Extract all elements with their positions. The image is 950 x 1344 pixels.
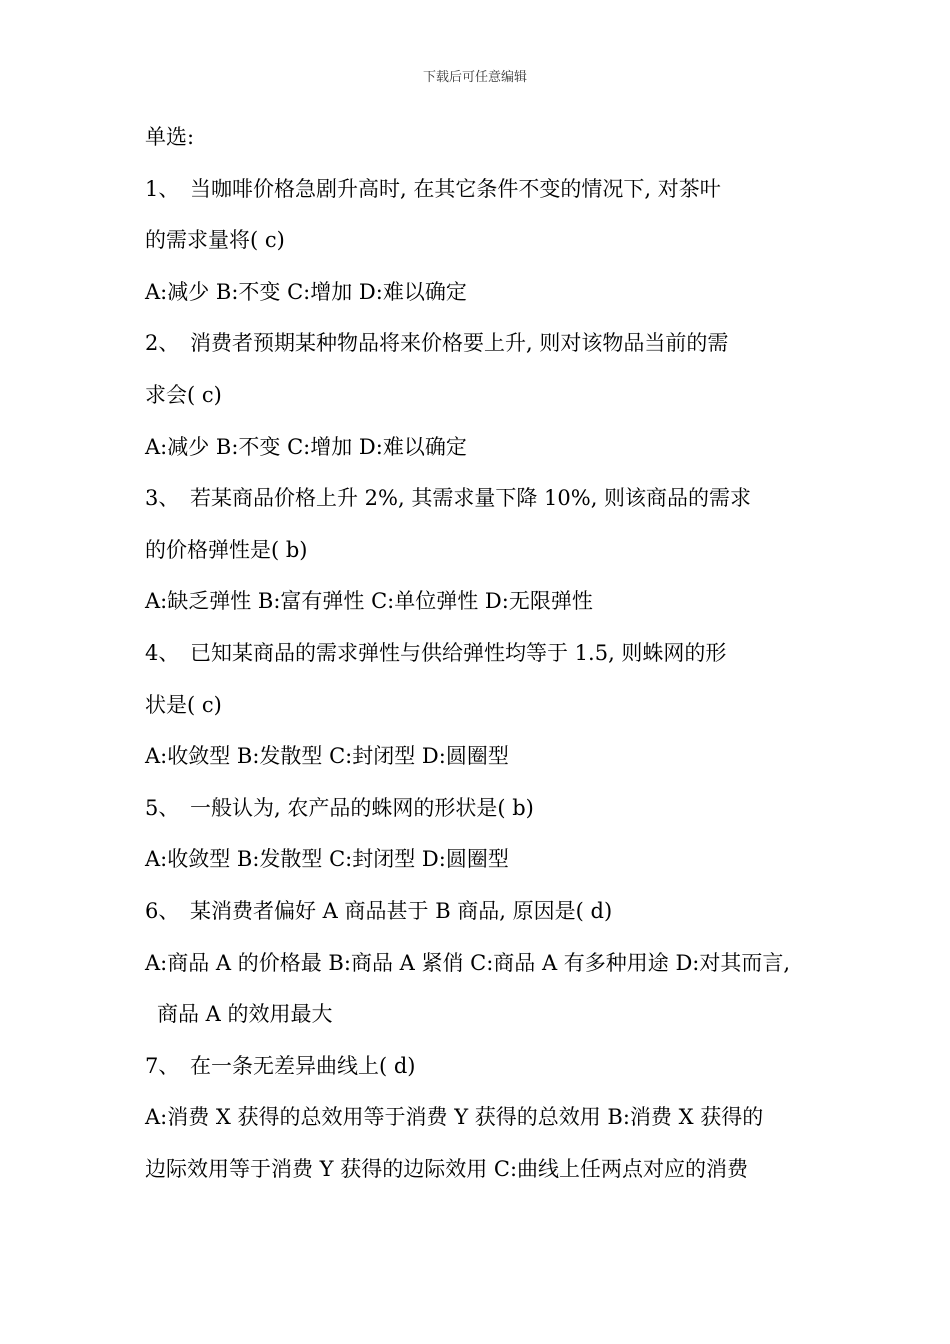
- line-text: 某消费者偏好 A 商品甚于 B 商品, 原因是( d): [190, 898, 613, 923]
- question-lines: [145, 171, 825, 1203]
- text-line: [145, 996, 825, 1048]
- line-text: 的需求量将( c): [145, 228, 285, 253]
- question-line: [145, 635, 825, 687]
- question-line: [145, 480, 825, 532]
- line-text: A:收敛型 B:发散型 C:封闭型 D:圆圈型: [145, 744, 509, 769]
- line-text: 状是( c): [145, 692, 222, 717]
- text-line: [145, 841, 825, 893]
- line-text: 消费者预期某种物品将来价格要上升, 则对该物品当前的需: [190, 331, 729, 356]
- text-line: [145, 274, 825, 326]
- text-line: [145, 1151, 825, 1203]
- line-text: A:减少 B:不变 C:增加 D:难以确定: [145, 279, 467, 304]
- line-text: 已知某商品的需求弹性与供给弹性均等于 1.5, 则蛛网的形: [190, 640, 727, 665]
- text-line: [145, 532, 825, 584]
- line-text: 求会( c): [145, 382, 222, 407]
- question-number: 1、: [145, 176, 180, 201]
- line-text: 一般认为, 农产品的蛛网的形状是( b): [190, 795, 534, 820]
- text-line: [145, 222, 825, 274]
- page-header: 下载后可任意编辑: [422, 70, 527, 85]
- question-number: 2、: [145, 331, 180, 356]
- question-line: [145, 893, 825, 945]
- text-line: [145, 429, 825, 481]
- line-text: A:缺乏弹性 B:富有弹性 C:单位弹性 D:无限弹性: [145, 589, 593, 614]
- question-number: 4、: [145, 640, 180, 665]
- text-line: [145, 377, 825, 429]
- question-line: [145, 1048, 825, 1100]
- text-line: [145, 1099, 825, 1151]
- line-text: 在一条无差异曲线上( d): [190, 1053, 416, 1078]
- question-number: 7、: [145, 1053, 180, 1078]
- text-line: [145, 687, 825, 739]
- section-title: 单选:: [145, 125, 195, 149]
- document-body: [145, 119, 825, 1202]
- line-text: 当咖啡价格急剧升高时, 在其它条件不变的情况下, 对茶叶: [190, 176, 721, 201]
- line-text: 边际效用等于消费 Y 获得的边际效用 C:曲线上任两点对应的消费: [145, 1156, 749, 1181]
- question-line: [145, 790, 825, 842]
- text-line: [145, 945, 825, 997]
- text-line: [145, 738, 825, 790]
- line-text: A:商品 A 的价格最 B:商品 A 紧俏 C:商品 A 有多种用途 D:对其而言,: [145, 950, 791, 975]
- text-line: [145, 583, 825, 635]
- question-number: 6、: [145, 898, 180, 923]
- line-text: A:减少 B:不变 C:增加 D:难以确定: [145, 434, 467, 459]
- line-text: A:消费 X 获得的总效用等于消费 Y 获得的总效用 B:消费 X 获得的: [145, 1105, 764, 1130]
- line-text: 若某商品价格上升 2%, 其需求量下降 10%, 则该商品的需求: [190, 486, 752, 511]
- question-line: [145, 171, 825, 223]
- line-text: A:收敛型 B:发散型 C:封闭型 D:圆圈型: [145, 847, 509, 872]
- line-text: 商品 A 的效用最大: [157, 1002, 333, 1027]
- question-number: 5、: [145, 795, 180, 820]
- question-number: 3、: [145, 486, 180, 511]
- question-line: [145, 325, 825, 377]
- line-text: 的价格弹性是( b): [145, 537, 308, 562]
